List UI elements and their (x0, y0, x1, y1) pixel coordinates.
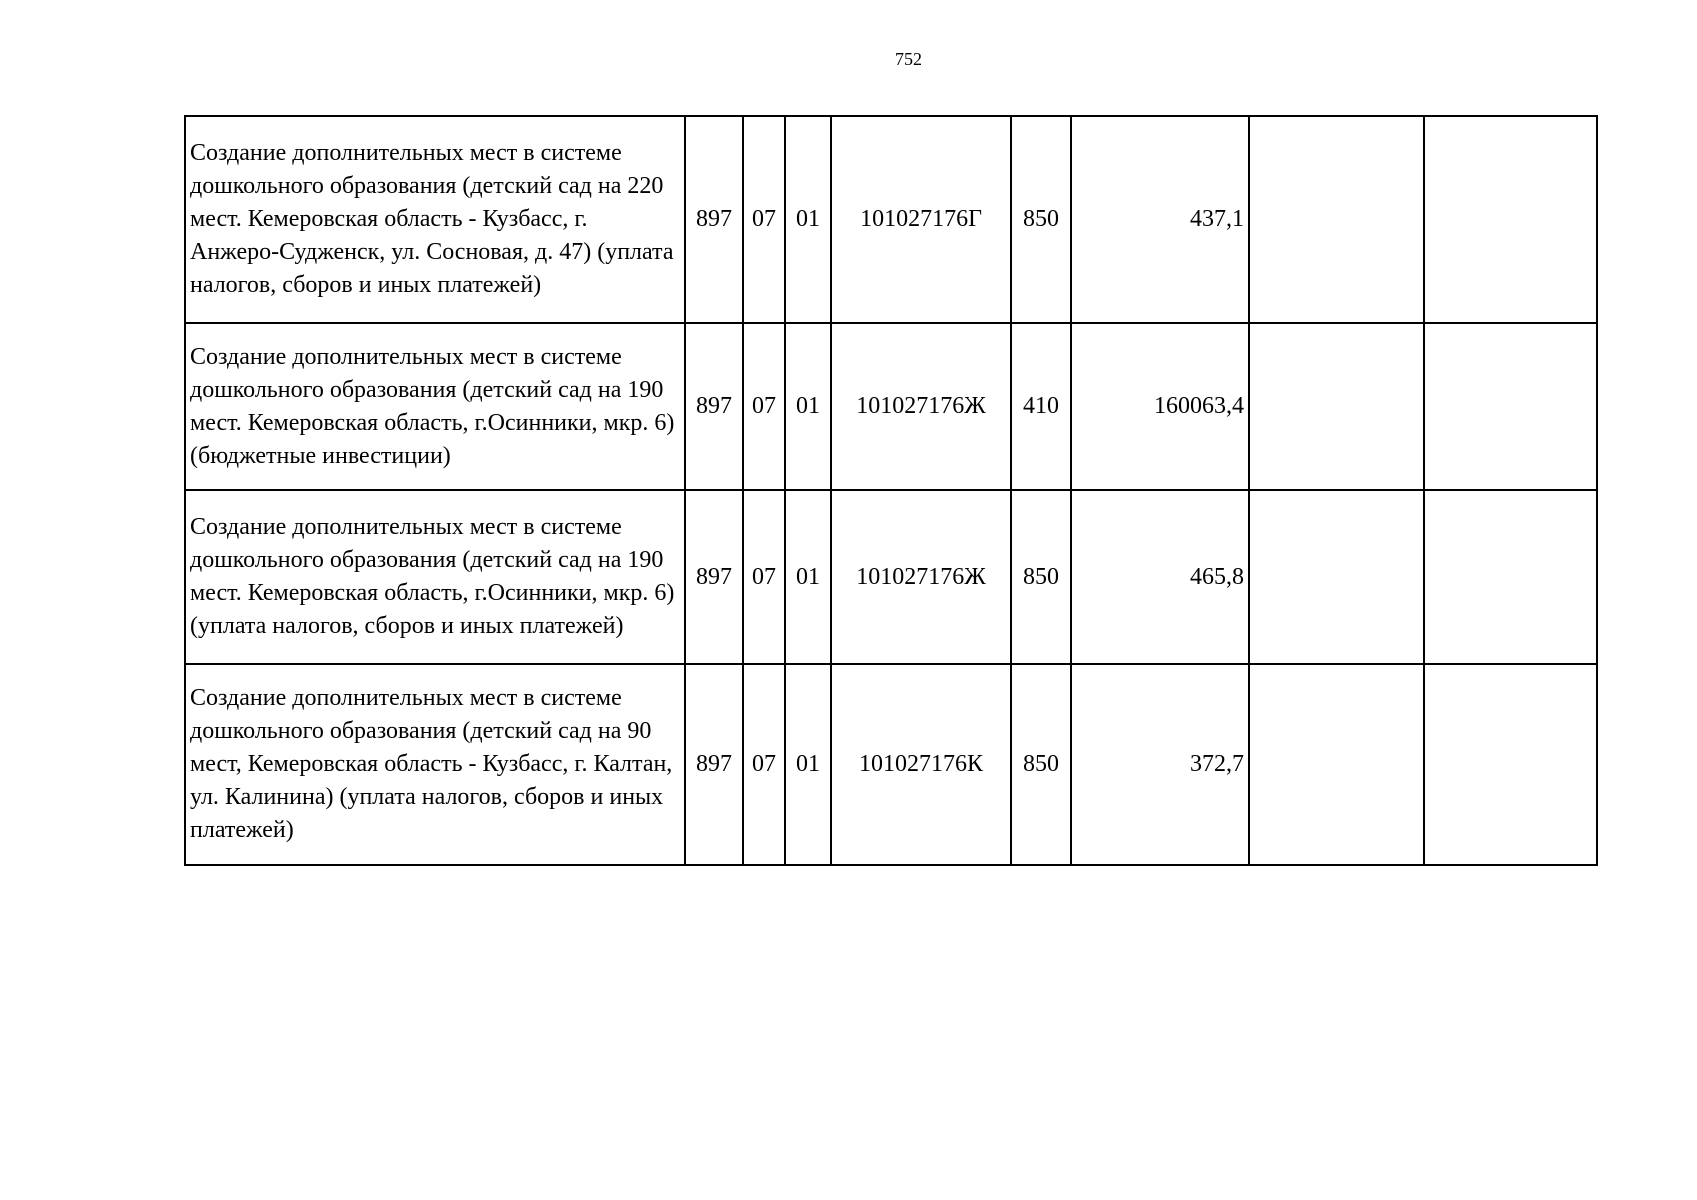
amount-cell: 465,8 (1071, 490, 1249, 664)
section-code: 07 (743, 116, 785, 323)
expense-type-code: 850 (1011, 490, 1071, 664)
empty-cell (1424, 323, 1597, 490)
empty-cell (1424, 116, 1597, 323)
amount-cell: 372,7 (1071, 664, 1249, 865)
row-description: Создание дополнительных мест в системе дошкольного образования (детский сад на 190 мест. Кемеровская область, г.Осинники, мкр. 6) (бюджетные инвестиции) (185, 323, 685, 490)
row-description: Создание дополнительных мест в системе дошкольного образования (детский сад на 90 мест, Кемеровская область - Кузбасс, г. Калтан, ул. Калинина) (уплата налогов, сборов и иных платежей) (185, 664, 685, 865)
subsection-code: 01 (785, 490, 831, 664)
subsection-code: 01 (785, 116, 831, 323)
section-code: 07 (743, 490, 785, 664)
target-article-code: 101027176Г (831, 116, 1011, 323)
expense-type-code: 410 (1011, 323, 1071, 490)
ministry-code: 897 (685, 664, 743, 865)
table-row (185, 323, 1597, 490)
empty-cell (1424, 490, 1597, 664)
empty-cell (1424, 664, 1597, 865)
empty-cell (1249, 490, 1424, 664)
target-article-code: 101027176Ж (831, 490, 1011, 664)
empty-cell (1249, 116, 1424, 323)
expense-type-code: 850 (1011, 116, 1071, 323)
ministry-code: 897 (685, 116, 743, 323)
section-code: 07 (743, 664, 785, 865)
row-description: Создание дополнительных мест в системе дошкольного образования (детский сад на 220 мест. Кемеровская область - Кузбасс, г. Анжеро-Судженск, ул. Сосновая, д. 47) (уплата налогов, сборов и иных платежей) (185, 116, 685, 323)
target-article-code: 101027176Ж (831, 323, 1011, 490)
table-row (185, 116, 1597, 323)
ministry-code: 897 (685, 490, 743, 664)
row-description: Создание дополнительных мест в системе дошкольного образования (детский сад на 190 мест. Кемеровская область, г.Осинники, мкр. 6) (уплата налогов, сборов и иных платежей) (185, 490, 685, 664)
expense-type-code: 850 (1011, 664, 1071, 865)
amount-cell: 160063,4 (1071, 323, 1249, 490)
empty-cell (1249, 664, 1424, 865)
amount-cell: 437,1 (1071, 116, 1249, 323)
page-number: 752 (895, 49, 922, 69)
subsection-code: 01 (785, 323, 831, 490)
budget-table (184, 115, 1598, 866)
ministry-code: 897 (685, 323, 743, 490)
subsection-code: 01 (785, 664, 831, 865)
section-code: 07 (743, 323, 785, 490)
table-row (185, 490, 1597, 664)
empty-cell (1249, 323, 1424, 490)
target-article-code: 101027176К (831, 664, 1011, 865)
table-row (185, 664, 1597, 865)
